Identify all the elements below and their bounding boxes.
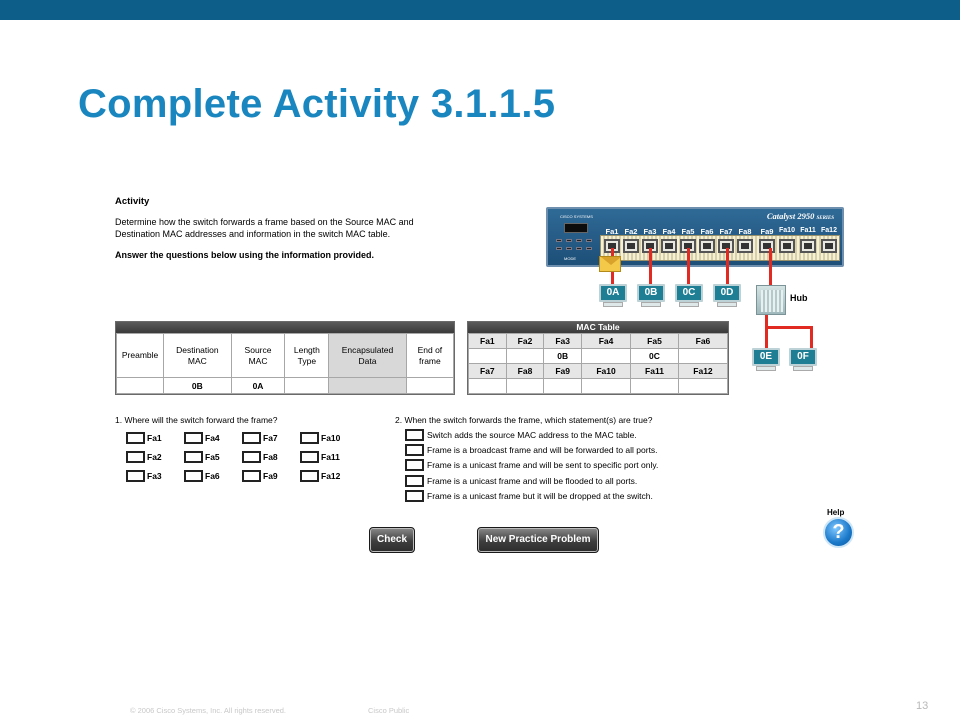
statement-label-1: Switch adds the source MAC address to the MAC table. [427, 430, 637, 440]
pc-0a [599, 284, 627, 307]
port-fa4 [661, 239, 677, 253]
question-2-text: 2. When the switch forwards the frame, which statement(s) are true? [395, 415, 653, 425]
mac-port-cell: Fa2 [506, 334, 544, 349]
pc-0f-label: 0F [789, 348, 817, 366]
statement-label-4: Frame is a unicast frame and will be flooded to all ports. [427, 476, 638, 486]
mac-port-cell: Fa1 [469, 334, 507, 349]
pc-0e-label: 0E [752, 348, 780, 366]
statement-checkbox-5[interactable] [405, 490, 424, 502]
port-label-fa3: Fa3 [643, 227, 657, 236]
col-preamble: Preamble [117, 334, 164, 378]
cable-hub-b [765, 326, 813, 329]
checkbox-fa7-label: Fa7 [263, 433, 278, 443]
checkbox-fa6-label: Fa6 [205, 471, 220, 481]
checkbox-fa11-label: Fa11 [321, 452, 340, 462]
help-icon[interactable]: ? [823, 517, 854, 548]
pc-0c [675, 284, 703, 307]
port-fa12 [821, 239, 837, 253]
checkbox-fa8-label: Fa8 [263, 452, 278, 462]
port-label-fa8: Fa8 [738, 227, 752, 236]
switch-status-panel: MODE [554, 223, 594, 263]
port-label-fa2: Fa2 [624, 227, 638, 236]
check-button[interactable]: Check [369, 527, 415, 553]
question-1-text: 1. Where will the switch forward the frame? [115, 415, 278, 425]
pc-0b [637, 284, 665, 307]
cable-fa5 [687, 248, 690, 284]
mac-table [467, 321, 729, 395]
mac-port-cell: Fa10 [582, 364, 631, 379]
statement-checkbox-1[interactable] [405, 429, 424, 441]
checkbox-fa7[interactable] [242, 432, 261, 444]
col-encapsulated-data: Encapsulated Data [329, 334, 407, 378]
catalyst-switch [546, 207, 844, 267]
mac-port-cell: Fa3 [544, 334, 582, 349]
col-source-mac: Source MAC [231, 334, 285, 378]
pc-0b-label: 0B [637, 284, 665, 302]
port-label-fa5: Fa5 [681, 227, 695, 236]
statement-checkbox-3[interactable] [405, 459, 424, 471]
statement-label-3: Frame is a unicast frame and will be sent to specific port only. [427, 460, 659, 470]
port-label-fa7: Fa7 [719, 227, 733, 236]
mac-address-cell [631, 379, 679, 394]
mac-address-cell [469, 379, 507, 394]
frame-envelope-icon [599, 256, 621, 272]
port-fa8 [737, 239, 753, 253]
mac-address-cell [469, 349, 507, 364]
pc-0a-label: 0A [599, 284, 627, 302]
footer-copyright: © 2006 Cisco Systems, Inc. All rights reserved. [130, 706, 287, 715]
port-fa11 [800, 239, 816, 253]
pc-0d-label: 0D [713, 284, 741, 302]
mac-port-cell: Fa9 [544, 364, 582, 379]
cable-hub-0f [810, 326, 813, 348]
port-fa6 [699, 239, 715, 253]
activity-heading: Activity [115, 196, 150, 207]
mac-port-cell: Fa12 [678, 364, 727, 379]
port-label-fa12: Fa12 [821, 227, 837, 234]
help-label: Help [827, 508, 845, 517]
port-fa2 [623, 239, 639, 253]
checkbox-fa10[interactable] [300, 432, 319, 444]
pc-0f [789, 348, 817, 371]
cell-end-of-frame [406, 378, 453, 394]
cable-fa7 [726, 248, 729, 284]
checkbox-fa1[interactable] [126, 432, 145, 444]
col-destination-mac: Destination MAC [164, 334, 231, 378]
pc-0c-label: 0C [675, 284, 703, 302]
checkbox-fa12-label: Fa12 [321, 471, 341, 481]
checkbox-fa3[interactable] [126, 470, 145, 482]
top-banner [0, 0, 960, 20]
pc-0e [752, 348, 780, 371]
checkbox-fa1-label: Fa1 [147, 433, 162, 443]
activity-panel [115, 196, 445, 270]
cell-source-mac: 0A [231, 378, 285, 394]
mac-port-cell: Fa5 [631, 334, 679, 349]
statement-label-2: Frame is a broadcast frame and will be forwarded to all ports. [427, 445, 658, 455]
hub-label: Hub [790, 293, 808, 303]
mac-address-cell [506, 379, 544, 394]
hub-device [756, 285, 786, 315]
cell-preamble [117, 378, 164, 394]
mac-address-cell: 0C [631, 349, 679, 364]
checkbox-fa5-label: Fa5 [205, 452, 220, 462]
port-label-fa11: Fa11 [800, 227, 816, 234]
port-fa9 [759, 239, 775, 253]
mac-address-cell [678, 349, 727, 364]
switch-model-label: Catalyst 2950 SERIES [766, 211, 834, 221]
cisco-logo: CISCO SYSTEMS [560, 214, 593, 219]
mac-address-cell [582, 379, 631, 394]
mac-address-cell [582, 349, 631, 364]
ethernet-frame-table [115, 321, 455, 395]
mac-port-cell: Fa7 [469, 364, 507, 379]
activity-instructions: Determine how the switch forwards a frame based on the Source MAC and Destination MAC addresses and information in the switch MAC table. [115, 217, 414, 239]
port-label-fa9: Fa9 [760, 227, 774, 236]
checkbox-fa4[interactable] [184, 432, 203, 444]
mac-port-cell: Fa6 [678, 334, 727, 349]
checkbox-fa2-label: Fa2 [147, 452, 162, 462]
port-label-fa6: Fa6 [700, 227, 714, 236]
statement-label-5: Frame is a unicast frame but it will be dropped at the switch. [427, 491, 653, 501]
mac-address-cell [678, 379, 727, 394]
new-practice-problem-button[interactable]: New Practice Problem [477, 527, 599, 553]
checkbox-fa4-label: Fa4 [205, 433, 220, 443]
checkbox-fa5[interactable] [184, 451, 203, 463]
page-number: 13 [916, 700, 929, 712]
statement-checkbox-4[interactable] [405, 475, 424, 487]
cell-destination-mac: 0B [164, 378, 231, 394]
checkbox-fa10-label: Fa10 [321, 433, 341, 443]
checkbox-fa11[interactable] [300, 451, 319, 463]
cell-encapsulated-data [329, 378, 407, 394]
col-end-of-frame: End of frame [406, 334, 453, 378]
answer-prompt: Answer the questions below using the information provided. [115, 250, 375, 260]
port-fa10 [779, 239, 795, 253]
slide-title: Complete Activity 3.1.1.5 [78, 82, 556, 126]
mac-port-cell: Fa4 [582, 334, 631, 349]
pc-0d [713, 284, 741, 307]
cell-length-type [285, 378, 329, 394]
mac-address-cell [544, 379, 582, 394]
col-length-type: Length Type [285, 334, 329, 378]
footer-classification: Cisco Public [368, 706, 410, 715]
mac-port-cell: Fa8 [506, 364, 544, 379]
port-label-fa10: Fa10 [779, 227, 795, 234]
cable-hub-0e [765, 326, 768, 348]
mac-address-cell: 0B [544, 349, 582, 364]
port-label-fa4: Fa4 [662, 227, 676, 236]
checkbox-fa6[interactable] [184, 470, 203, 482]
port-label-fa1: Fa1 [605, 227, 619, 236]
checkbox-fa9-label: Fa9 [263, 471, 278, 481]
mac-port-cell: Fa11 [631, 364, 679, 379]
cable-fa3 [649, 248, 652, 284]
mac-address-cell [506, 349, 544, 364]
checkbox-fa3-label: Fa3 [147, 471, 162, 481]
mac-table-title: MAC Table [468, 322, 728, 333]
checkbox-fa8[interactable] [242, 451, 261, 463]
checkbox-fa9[interactable] [242, 470, 261, 482]
checkbox-fa2[interactable] [126, 451, 145, 463]
checkbox-fa12[interactable] [300, 470, 319, 482]
statement-checkbox-2[interactable] [405, 444, 424, 456]
cable-fa9 [769, 248, 772, 286]
